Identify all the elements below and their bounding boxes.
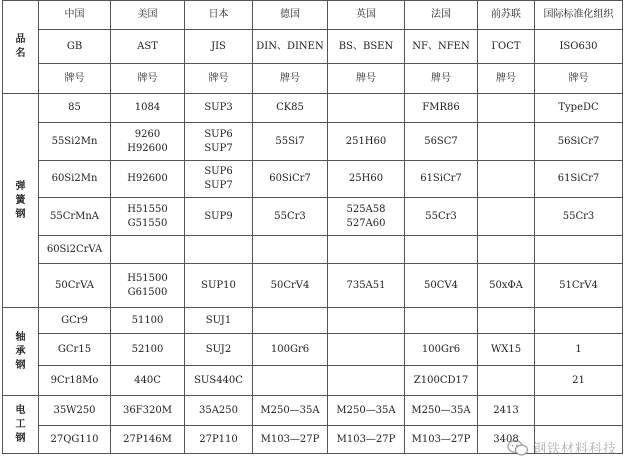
grade-label-header: 牌号 bbox=[405, 64, 478, 94]
grade-cell: 36F320M bbox=[111, 396, 185, 426]
grade-cell: 525A58 527A60 bbox=[328, 198, 405, 236]
grade-cell: 27P146M bbox=[111, 426, 185, 454]
grade-cell: SUP6 SUP7 bbox=[185, 123, 253, 161]
grade-cell: 2413 bbox=[478, 396, 535, 426]
grade-cell bbox=[405, 236, 478, 264]
country-header: 中国 bbox=[39, 1, 111, 30]
grade-cell: 55Si7 bbox=[253, 123, 328, 161]
grade-cell bbox=[253, 236, 328, 264]
wechat-logo-icon bbox=[507, 439, 529, 457]
grade-cell bbox=[478, 123, 535, 161]
grade-cell bbox=[328, 308, 405, 334]
grade-cell: 440C bbox=[111, 366, 185, 396]
grade-cell: H92600 bbox=[111, 161, 185, 198]
grade-cell: 55Cr3 bbox=[405, 198, 478, 236]
grade-cell: SUP3 bbox=[185, 94, 253, 123]
grade-cell: 21 bbox=[535, 366, 623, 396]
country-header: 前苏联 bbox=[478, 1, 535, 30]
steel-grade-comparison-table bbox=[2, 0, 623, 454]
grade-cell: M250—35A bbox=[328, 396, 405, 426]
grade-cell: 51CrV4 bbox=[535, 264, 623, 308]
grade-cell: M103—27P bbox=[328, 426, 405, 454]
standard-header: DIN、DINEN bbox=[253, 30, 328, 64]
table-row bbox=[3, 161, 623, 198]
group-char: 轴 bbox=[15, 331, 26, 343]
grade-cell: 55Cr3 bbox=[253, 198, 328, 236]
grade-cell bbox=[535, 236, 623, 264]
grade-label-header: 牌号 bbox=[328, 64, 405, 94]
grade-cell: 55CrMnA bbox=[39, 198, 111, 236]
country-header: 美国 bbox=[111, 1, 185, 30]
group-label-bearing bbox=[3, 308, 39, 396]
grade-cell: M103—27P bbox=[253, 426, 328, 454]
group-char: 承 bbox=[15, 345, 26, 357]
country-header: 英国 bbox=[328, 1, 405, 30]
group-char: 钢 bbox=[15, 432, 26, 444]
grade-label-header: 牌号 bbox=[185, 64, 253, 94]
group-label-electrical bbox=[3, 396, 39, 454]
grade-cell: 55Cr3 bbox=[535, 198, 623, 236]
country-header: 法国 bbox=[405, 1, 478, 30]
table-row bbox=[3, 334, 623, 366]
grade-cell bbox=[111, 236, 185, 264]
table-row bbox=[3, 264, 623, 308]
grade-cell: 55Si2Mn bbox=[39, 123, 111, 161]
table-row bbox=[3, 123, 623, 161]
standard-header: ГOCT bbox=[478, 30, 535, 64]
grade-cell: TypeDC bbox=[535, 94, 623, 123]
table-row bbox=[3, 198, 623, 236]
grade-cell bbox=[478, 94, 535, 123]
grade-cell: SUP9 bbox=[185, 198, 253, 236]
group-char: 簧 bbox=[15, 194, 26, 206]
grade-cell bbox=[535, 308, 623, 334]
grade-cell: 100Gr6 bbox=[405, 334, 478, 366]
grade-cell: SUP6 SUP7 bbox=[185, 161, 253, 198]
grade-cell: H51500 G61500 bbox=[111, 264, 185, 308]
grade-cell: 51100 bbox=[111, 308, 185, 334]
table-row bbox=[3, 236, 623, 264]
grade-cell: SUJ2 bbox=[185, 334, 253, 366]
grade-label-header: 牌号 bbox=[253, 64, 328, 94]
standard-header: AST bbox=[111, 30, 185, 64]
grade-cell: GCr15 bbox=[39, 334, 111, 366]
grade-cell: 85 bbox=[39, 94, 111, 123]
grade-cell: 25H60 bbox=[328, 161, 405, 198]
standard-header: NF、NFEN bbox=[405, 30, 478, 64]
group-label-name bbox=[3, 1, 39, 94]
grade-cell: 50xΦA bbox=[478, 264, 535, 308]
standard-header: BS、BSEN bbox=[328, 30, 405, 64]
grade-cell bbox=[253, 366, 328, 396]
grade-cell bbox=[328, 236, 405, 264]
grade-cell: 27QG110 bbox=[39, 426, 111, 454]
table-row bbox=[3, 396, 623, 426]
group-char: 工 bbox=[15, 418, 26, 430]
grade-cell bbox=[405, 308, 478, 334]
standard-header: GB bbox=[39, 30, 111, 64]
grade-cell: 50CrVA bbox=[39, 264, 111, 308]
standard-header: ISO630 bbox=[535, 30, 623, 64]
grade-cell: M103—27P bbox=[405, 426, 478, 454]
grade-cell bbox=[535, 396, 623, 426]
group-char: 钢 bbox=[15, 359, 26, 371]
grade-cell: 9Cr18Mo bbox=[39, 366, 111, 396]
grade-cell: 60Si2CrVA bbox=[39, 236, 111, 264]
grade-cell: CK85 bbox=[253, 94, 328, 123]
grade-cell bbox=[478, 236, 535, 264]
grade-cell: 35W250 bbox=[39, 396, 111, 426]
header-row-country bbox=[3, 1, 623, 30]
grade-cell: SUJ1 bbox=[185, 308, 253, 334]
grade-cell bbox=[478, 366, 535, 396]
grade-label-header: 牌号 bbox=[478, 64, 535, 94]
grade-cell: 52100 bbox=[111, 334, 185, 366]
grade-cell: 50CrV4 bbox=[253, 264, 328, 308]
grade-cell: SUP10 bbox=[185, 264, 253, 308]
grade-cell bbox=[328, 334, 405, 366]
grade-cell: 56SiCr7 bbox=[535, 123, 623, 161]
header-row-grade bbox=[3, 64, 623, 94]
grade-cell: 735A51 bbox=[328, 264, 405, 308]
watermark bbox=[507, 438, 617, 457]
grade-cell: 35A250 bbox=[185, 396, 253, 426]
group-label-spring bbox=[3, 94, 39, 308]
grade-cell bbox=[328, 366, 405, 396]
watermark-text: 钢铁材料科技 bbox=[532, 442, 617, 457]
grade-cell: 251H60 bbox=[328, 123, 405, 161]
table-row bbox=[3, 366, 623, 396]
standard-header: JIS bbox=[185, 30, 253, 64]
grade-cell: M250—35A bbox=[405, 396, 478, 426]
grade-cell: WX15 bbox=[478, 334, 535, 366]
grade-cell: 61SiCr7 bbox=[535, 161, 623, 198]
grade-cell: 60Si2Mn bbox=[39, 161, 111, 198]
grade-label-header: 牌号 bbox=[111, 64, 185, 94]
grade-label-header: 牌号 bbox=[39, 64, 111, 94]
grade-cell: SUS440C bbox=[185, 366, 253, 396]
grade-cell: 56SC7 bbox=[405, 123, 478, 161]
grade-cell bbox=[185, 236, 253, 264]
grade-cell: 60SiCr7 bbox=[253, 161, 328, 198]
country-header: 日本 bbox=[185, 1, 253, 30]
grade-label-header: 牌号 bbox=[535, 64, 623, 94]
grade-cell: 3408 bbox=[478, 426, 535, 454]
grade-cell: 1084 bbox=[111, 94, 185, 123]
table-row bbox=[3, 308, 623, 334]
grade-cell: GCr9 bbox=[39, 308, 111, 334]
grade-cell bbox=[478, 308, 535, 334]
grade-cell bbox=[478, 198, 535, 236]
grade-cell: H51550 G51550 bbox=[111, 198, 185, 236]
grade-cell bbox=[253, 308, 328, 334]
group-char: 弹 bbox=[15, 180, 26, 192]
grade-cell: Z100CD17 bbox=[405, 366, 478, 396]
grade-cell: 1 bbox=[535, 334, 623, 366]
grade-cell: 9260 H92600 bbox=[111, 123, 185, 161]
grade-cell bbox=[478, 161, 535, 198]
grade-cell: 27P110 bbox=[185, 426, 253, 454]
table-row bbox=[3, 94, 623, 123]
country-header: 国际标准化组织 bbox=[535, 1, 623, 30]
group-char: 品 bbox=[15, 34, 26, 45]
group-char: 名 bbox=[15, 48, 26, 59]
grade-cell: FMR86 bbox=[405, 94, 478, 123]
country-header: 德国 bbox=[253, 1, 328, 30]
group-char: 钢 bbox=[15, 208, 26, 220]
grade-cell: 61SiCr7 bbox=[405, 161, 478, 198]
grade-cell bbox=[328, 94, 405, 123]
grade-cell: M250—35A bbox=[253, 396, 328, 426]
group-char: 电 bbox=[15, 404, 26, 416]
grade-cell: 100Gr6 bbox=[253, 334, 328, 366]
grade-cell: 50CV4 bbox=[405, 264, 478, 308]
header-row-standard bbox=[3, 30, 623, 64]
